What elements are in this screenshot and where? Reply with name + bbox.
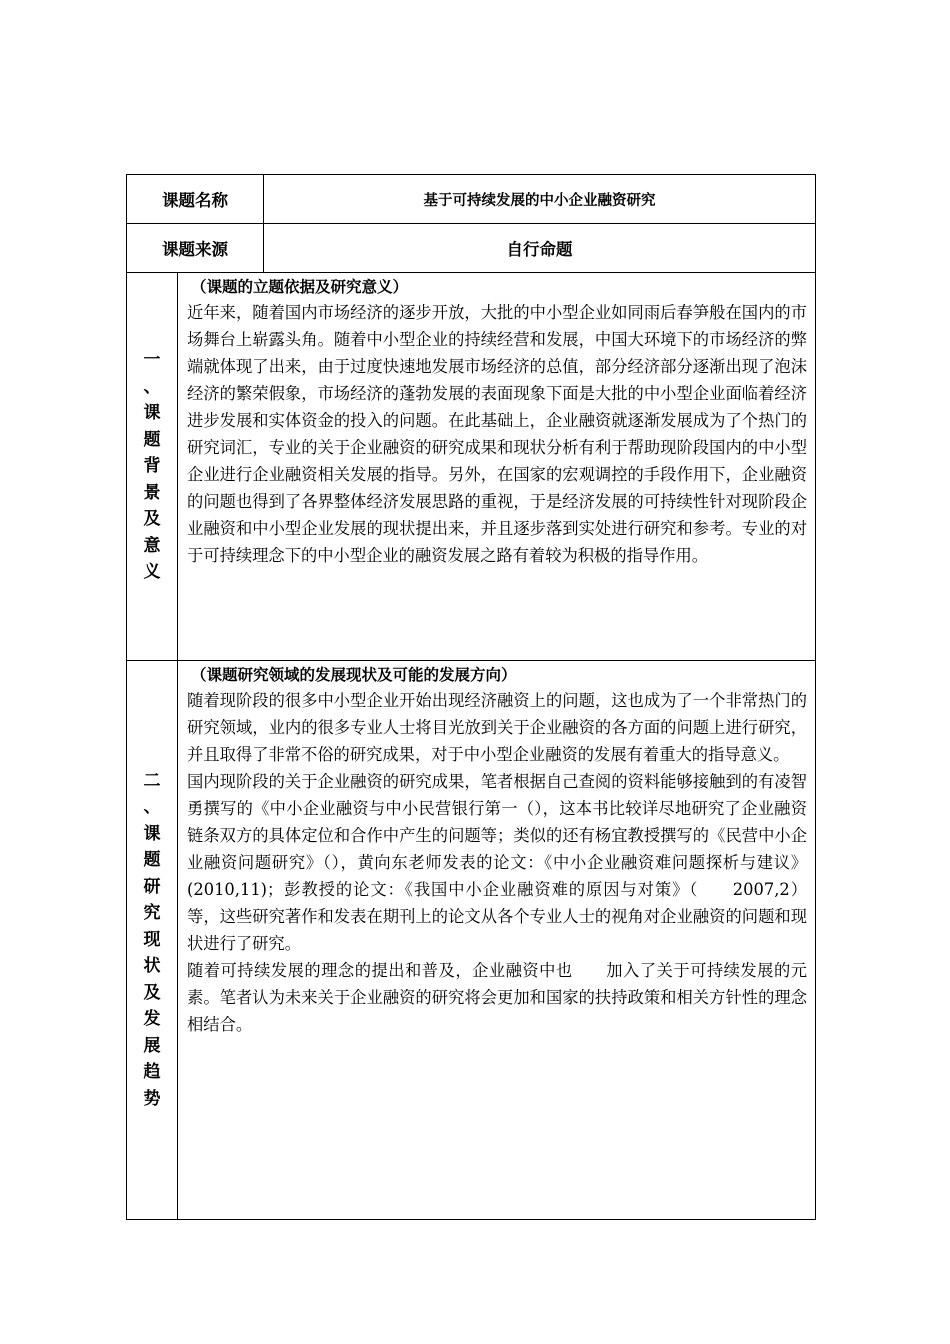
- topic-name-value: 基于可持续发展的中小企业融资研究: [264, 175, 816, 224]
- row-background: [127, 273, 816, 661]
- research-status-paragraph-2: 国内现阶段的关于企业融资的研究成果，笔者根据自己查阅的资料能够接触到的有凌智勇撰写的《中小企业融资与中小民营银行第一（），这本书比较详尽地研究了企业融资链条双方的具体定位和合作中产生的问题等；类似的还有杨宜教授撰写的《民营中小企业融资问题研究》（），黄向东老师发表的论文：《中小企业融资难问题探析与建议》(2010,11)；彭教授的论文：《我国中小企业融资难的原因与对策》（ 2007,2）等，这些研究著作和发表在期刊上的论文从各个专业人士的视角对企业融资的问题和现状进行了研究。: [187, 772, 807, 953]
- background-heading: （课题的立题依据及研究意义）: [191, 278, 409, 296]
- background-paragraph: 近年来，随着国内市场经济的逐步开放，大批的中小型企业如同雨后春笋般在国内的市场舞台上崭露头角。随着中小型企业的持续经营和发展，中国大环境下的市场经济的弊端就体现了出来，由于过度快速地发展市场经济的总值，部分经济部分逐渐出现了泡沫经济的繁荣假象，市场经济的蓬勃发展的表面现象下面是大批的中小型企业面临着经济进步发展和实体资金的投入的问题。在此基础上，企业融资就逐渐发展成为了个热门的研究词汇，专业的关于企业融资的研究成果和现状分析有利于帮助现阶段国内的中小型企业进行企业融资相关发展的指导。另外，在国家的宏观调控的手段作用下，企业融资的问题也得到了各界整体经济发展思路的重视，于是经济发展的可持续性针对现阶段企业融资和中小型企业发展的现状提出来，并且逐步落到实处进行研究和参考。专业的对于可持续理念下的中小型企业的融资发展之路有着较为积极的指导作用。: [187, 303, 807, 565]
- research-status-heading: （课题研究领域的发展现状及可能的发展方向）: [191, 666, 517, 684]
- research-status-paragraph-3: 随着可持续发展的理念的提出和普及，企业融资中也 加入了关于可持续发展的元素。笔者认为未来关于企业融资的研究将会更加和国家的扶持政策和相关方针性的理念相结合。: [187, 961, 807, 1034]
- background-side-label: [127, 273, 178, 661]
- research-status-content: [178, 661, 816, 1220]
- proposal-form-table: [126, 174, 816, 1220]
- row-topic-source: [127, 224, 816, 273]
- background-side-text: 一 、 课 题 背 景 及 意 义: [143, 350, 161, 583]
- topic-name-label: 课题名称: [127, 175, 264, 224]
- background-content: [178, 273, 816, 661]
- research-status-paragraph-1: 随着现阶段的很多中小型企业开始出现经济融资上的问题，这也成为了一个非常热门的研究领域，业内的很多专业人士将目光放到关于企业融资的各方面的问题上进行研究，并且取得了非常不俗的研究成果，对于中小型企业融资的发展有着重大的指导意义。: [187, 691, 807, 764]
- topic-source-value: 自行命题: [264, 224, 816, 273]
- research-status-side-text: 二 、 课 题 研 究 现 状 及 发 展 趋 势: [143, 770, 161, 1109]
- research-status-side-label: [127, 661, 178, 1220]
- row-topic-name: [127, 175, 816, 224]
- row-research-status: [127, 661, 816, 1220]
- topic-source-label: 课题来源: [127, 224, 264, 273]
